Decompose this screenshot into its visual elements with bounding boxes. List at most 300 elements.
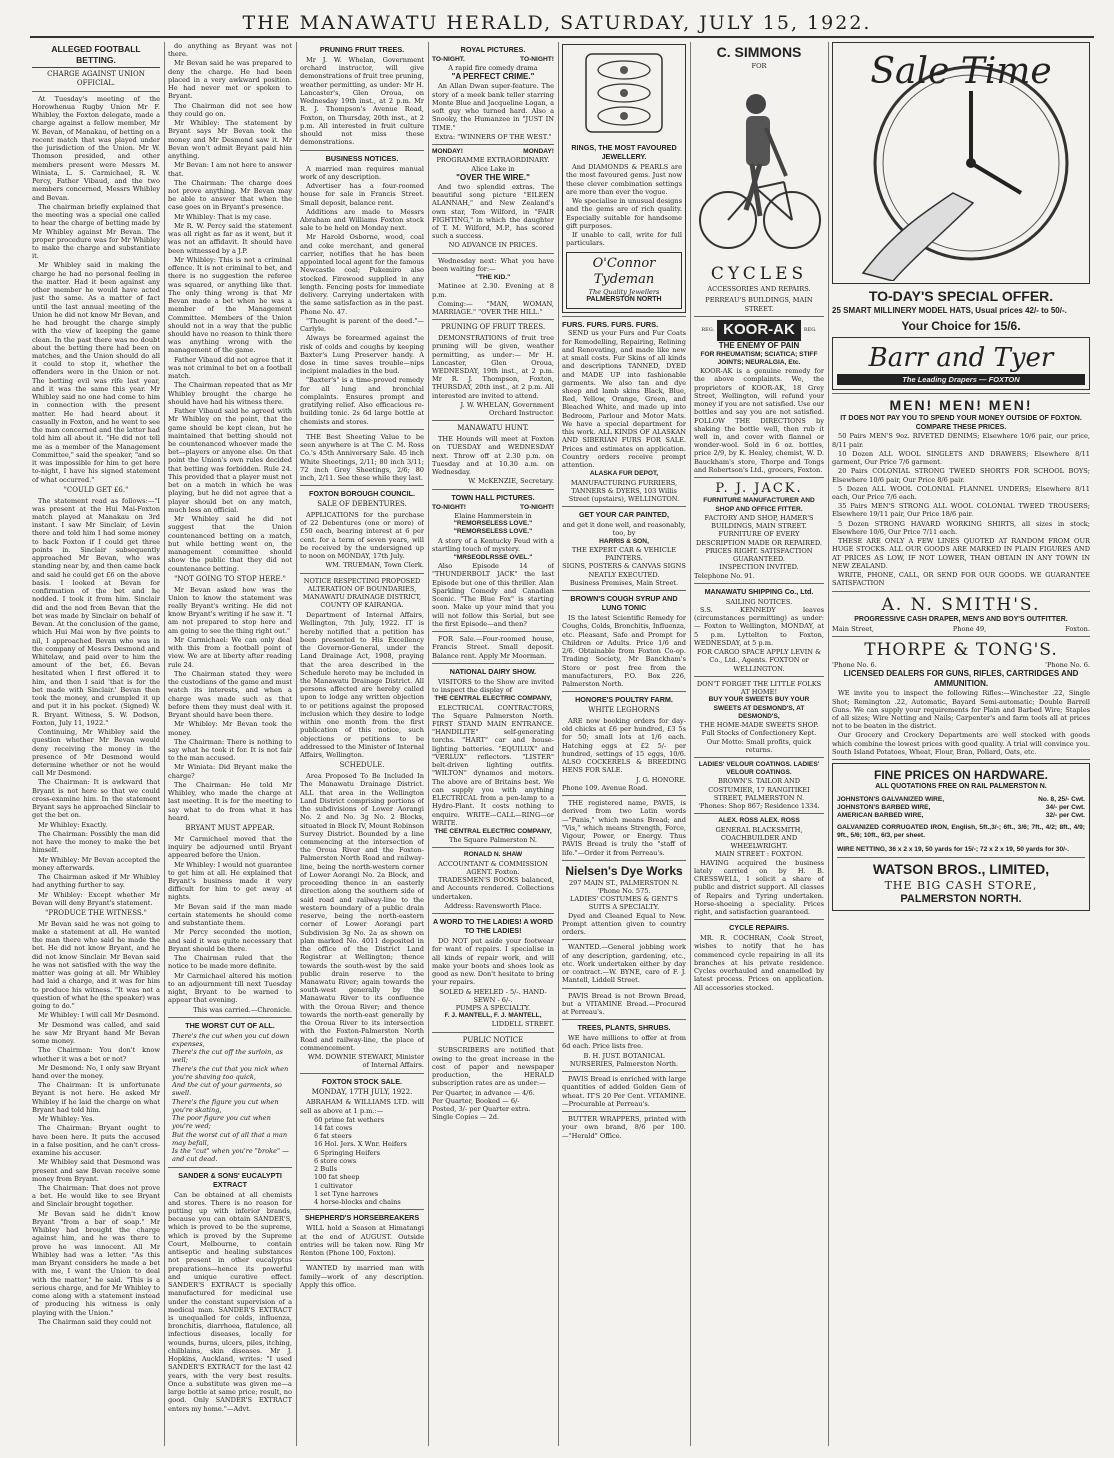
column-rule [690,42,691,1446]
paragraph: Mr Whibley: Mr Bevan accepted the money afterwards. [32,855,160,872]
crosshead: "PRODUCE THE WITNESS." [45,909,147,917]
tonight-row [432,56,554,64]
monday-label: MONDAY! [523,148,554,156]
hardware-advert [832,763,1090,911]
divider [694,583,824,584]
paragraph: "Baxter's" is a time-proved remedy for all lung and bronchial complaints. Ensures prompt and gratifying relief. Also efficacious re-building tonic. 2s 6d large bottle at chemists and stores. [300,376,424,426]
paragraph: Mr Whibley said he did not suggest that the Union countenanced betting on a match, but while betting went on, the management committee should show the public that they did not countenance betting. [168,515,292,573]
paragraph: FOR Sale.—Four-roomed house, Francis Street. Small deposit. Balance rent. Apply Mr Moorman. [432,635,554,660]
company-sub: SIGNS, POSTERS & CANVAS SIGNS NEATLY EXECUTED. [562,562,686,579]
phone: 'Phones: Shop 867; Residence 1334. [698,802,820,811]
list-item: 6 Springing Heifers [314,1148,381,1157]
paragraph: Mr Percy seconded the motion, and said it was quite necessary that Bryant should be there. [168,928,292,953]
smith-sub: PROGRESSIVE CASH DRAPER, MEN'S AND BOY'S OUTFITTER. [854,615,1068,623]
paragraph: Mr Desmond: No, I only saw Bryant hand over the money. [32,1063,160,1080]
paragraph: Mr Whibley: The statement by Bryant says Mr Bevan took the money and Mr Desmond saw it. Mr Bevan won't admit Bryant paid him anything. [168,119,292,161]
column-6 [694,42,824,1446]
divider [432,489,554,490]
paragraph: Mr Whibley said in making the charge he had no personal feeling in the matter. Had it been against any other member he would have acted just the same. As a matter of fact until the last annual meeting of the Union he did not know Mr Bevan, and he had brought the charge simply with the view of keeping the game clean. In the past there was no doubt about the betting there had been on matches, and the Union should do all it could to stop it, whether the offenders were in the Union or not. The betting evil was rife last year, and it was the same this year. Mr Whibley said no one had come to him in connection with the present matter. He had heard about it casually in Foxton, and he went to see the man concerned and the latter had told him all about it. "He did not tell me as a member of the Management Committee," said the speaker, "and so it was impossible for him to get here to-night, I have his signed statement of what occurred." [32,261,160,484]
men-heading: MEN! MEN! MEN! [889,397,1033,414]
advert-line: BUY YOUR SWEETS BUY YOUR SWEETS AT DESMOND'S, AT DESMOND'S, [708,696,810,720]
paragraph: ARE now booking orders for day-old chicks at £6 per hundred, £3 5s for 50; small lots at 1/6 each. Hatching eggs at £2 5/- per hundred, settings of 15 eggs, 10/6. ALSO COCKERELS & BREEDING HENS FOR SALE. [562,716,686,775]
paragraph: DEMONSTRATIONS of fruit tree pruning will be given, weather permitting, as under:— Mr H. Lancaster, Glen Oroua, WEDNESDAY, 19th inst., at 2 p.m. Mr R. J. Thompson, Foxton, THURSDAY, 20th inst., at 2 p.m. All interested are invited to attend. [432,334,554,400]
column-2 [168,42,292,1446]
company-sub: MANUFACTURING FURRIERS, TANNERS & DYERS, 103 Willis Street (upstairs), WELLINGTON. [568,478,680,504]
column-1 [32,42,160,1446]
advert-line: FOR CARGO SPACE APPLY LEVIN & Co., Ltd., Agents. FOXTON or WELLINGTON. [697,648,821,673]
oconnor-logo [566,252,682,309]
advertiser-name: ALEX. ROSS ALEX. ROSS [718,817,800,825]
hardware-item: AMERICAN BARBED WIRE, [837,812,924,820]
thorpe-name: THORPE & TONG'S. [864,639,1058,660]
paragraph: SEND us your Furs and Fur Coats for Remodelling, Repairing, Relining and Renovating, and made like new at small costs. Fur Skins of all kinds and descriptions TANNED, DYED and MADE UP into fashionable garments. We also tan and dye sheep and lamb skins Black, Blue, Red, Yellow, Orange, Green, and Bleached White, and made up into Bedroom, Parlour and Motor Mats. We have a special department for this work. ALL KINDS OF ALASKAN AND SIBERIAN FURS FOR SALE. Prices and estimates on application. Country orders receive prompt attention. [562,329,686,470]
paragraph: Mr Whibley: Except whether Mr Bevan will deny Bryant's statement. [32,890,160,907]
paragraph: Mr R. W. Percy said the statement was all right as far as it went, but it was not an affidavit. It should have been witnessed by a J.P. [168,221,292,255]
paragraph: Mr Winiata: Did Bryant make the charge? [168,763,292,780]
monday-row [432,148,554,156]
paragraph: The Chairman: Bryant ought to have been here. It puts the accused in a false position, and he can't cross-examine his accuser. [32,1124,160,1158]
hardware-iron: GALVANIZED CORRUGATED IRON, English, 5ft.,3/-; 6ft., 3/6; 7ft., 4/2; 8ft., 4/9; 9ft., 5/6; 10ft., 6/3, per sheet. [837,823,1085,839]
divider [300,485,424,486]
divider [832,591,1090,592]
paragraph: Mr Bevan said he was prepared to deny the charge. He had been placed in a very awkward position. He had never met or spoken to Bryant. [168,59,292,101]
tonight-label: TO-NIGHT! [520,56,554,63]
address: MAIN STREET : FOXTON. [714,850,804,859]
paragraph: Area Proposed To Be Included In The Manawatu Drainage District. ALL that area in the Wellington Land District comprising portions of the subdivisions of Lower Aorangi No. 2 and No. 3g No. 2 Blocks, situated in Block IV, Mount Robinson Survey District. Bounded by a line commencing at the intersection of the Oroua River and the Foxton-Palmerston North Road and railway-line, being the north-western corner of Lower Aorangi No. 2a Block, and proceeding thence in an easterly direction along the southern side of said road and railway-line to the western boundary of a public drain reserve, being the north-eastern corner of Lower Aorangi part Subdivision 3g No. 2a as shown on plan marked No. 4011 deposited in the office of the District Land Registrar at Wellington; thence towards the south-west by the said public drain reserve to the Manawatu River; again towards the south-west generally by the Manawatu River to its confluence with the Oroua River; and thence towards the north-east generally by the Oroua River to its intersection with the Foxton-Palmerston North Road and railway-line, the place of commencement. [300,772,424,1052]
phone: 'Phone No. 6. [1045,661,1090,670]
list-item: 10 Dozen ALL WOOL SINGLETS AND DRAWERS; Elsewhere 8/11 garment, Our Price 7/6 garment. [832,449,1090,467]
divider [432,663,554,664]
feature-title: "REMORSELESS LOVE." [453,528,533,536]
sale-time-title: Sale Time [870,51,1052,92]
paragraph: MR. R. COCHRAN, Cook Street, wishes to notify that he has commenced cycle repairing in all its branches at his private residence. Cycles overhauled and enamelled by latest process. Prices on application. All accessories stocked. [694,934,824,992]
special-offer-heading: TO-DAY'S SPECIAL OFFER. [868,288,1054,304]
advert-line: BROWN'S. TAILOR AND COSTUMIER, 17 RANGITIKEI STREET, PALMERSTON N. [708,777,810,802]
feature-title: "A PERFECT CRIME." [451,72,535,82]
paragraph: HAVING acquired the business lately carried on by H. B. CRESSWELL, I solicit a share of public and district support. All classes of Repairs and Tyring undertaken. Horse-shoeing a speciality. Prices right, and satisfaction guaranteed. [694,858,824,916]
phone: Telephone No. 91. [694,571,755,580]
men-sub: IT DOES NOT PAY YOU TO SPEND YOUR MONEY OUTSIDE OF FOXTON. COMPARE THESE PRICES. [840,414,1082,431]
paragraph: Mr Harold Osborne, wood, coal and coke merchant, and general carrier, notifies that he has been appointed local agent for the famous Newcastle coal; Pukemiro also stocked. Firewood supplied in any length. Fencing posts for immediate delivery. Carrying undertaken with the same satisfaction as in the past. Phone No. 47. [300,233,424,316]
paragraph: Mr Bevan said he didn't know Bryant "from a bar of soap." Mr Whibley had brought the charge against him, and he was there to prove he was innocent. All Mr Whibley had was a letter. "As this man Bryant considers he made a bet with me, I want the Union to deal with the matter," he said. "This is a serious charge, and for Mr Whibley to come along with a statement instead of producing his witness is only playing with the Union." [32,1209,160,1317]
paragraph: Mr Whibley: This is not a criminal offence. It is not criminal to bet, and there is no suggestion the referee was squared, or anything like that. The only thing wrong is that Mr Bevan made a bet when he was a member of the Management Committee. Members of the Union should not in a way that the public should have no reason to think there was anything wrong with the management of the game. [168,255,292,355]
paragraph: WILL hold a Season at Himatangi at the end of AUGUST. Outside entries will be taken now. Ring Mr Renton (Phone 100, Foxton). [300,1224,424,1258]
advert-line: PRICES RIGHT. SATISFACTION GUARANTEED. [705,546,813,564]
logo-tagline: The Leading Drapers — FOXTON [837,374,1085,385]
town: Foxton. [1065,624,1090,633]
jeweller-advert [562,44,686,313]
paragraph: Our Grocery and Crockery Departments are well stocked with goods which combine the lowest prices with good quality. A trial will convince you. South Island Potatoes, Wheat, Flour, Bran, Pollard, Oats, etc. [832,731,1090,756]
paragraph: Father Vibaud said he agreed with Mr Whibley on the point, that the game should be kept clean, but he maintained that betting should not be countenanced whoever made the bet—players or anyone else. On that point the Union's own rules decided that betting was forbidden. Rule 24. This provided that a player must not bet on a match in which he was playing, but he did not agree that a player should bet on any match, much less an official. [168,407,292,514]
paragraph: IS the latest Scientific Remedy for Coughs, Colds, Bronchitis, Influenza, etc. Pleasant, Safe and Prompt for Children or Adults. Price 1/6 and 2/6. Obtainable from Foxton Co-op. Trading Society, Mr Banckham's Store or post free from the manufacturers, P.O. Box 226, Palmerston North. [562,614,686,688]
tonight-row [432,504,554,512]
address: The Square Palmerston N. [449,836,537,845]
reg-mark: REG. [803,327,817,334]
paragraph: do anything as Bryant was not there. [168,42,292,59]
paragraph: BUTTER WRAPPERS, printed with your own brand, 8/6 per 100. —"Herald" Office. [562,1115,686,1140]
paragraph: S.S. KENNEDY leaves (circumstances permitting) as under:— Foxton to Wellington, MONDAY, at 5 p.m. Lyttelton to Foxton, WEDNESDAY, at 5 p.m. [694,606,824,647]
simmons-name: C. SIMMONS [716,44,802,60]
paragraph: The Chairman did not see how they could go on. [168,101,292,118]
paragraph: Mr Whibley: I would not guarantee to get him at all. He explained that Bryant's business made it very difficult for him to get away at nights. [168,860,292,902]
divider [300,573,424,574]
paragraph: WANTED.—General jobbing work of any description, gardening, etc., etc. Work undertaken either by day or contract.—W. BYNE, care of F. J. Mantell, Liddell Street. [562,943,686,985]
jack-sub: FURNITURE MANUFACTURER AND SHOP AND OFFICE FITTER. [703,497,815,513]
watson-sub: THE BIG CASH STORE, [884,878,1038,892]
nielsen-name: Nielsen's Dye Works [565,863,683,878]
paragraph: Department of Internal Affairs, Wellington, 7th July, 1922. IT is hereby notified that a petition has been presented to His Excellency the Governor-General, under the Land Drainage Act, 1908, praying that the area described in the Schedule hereto may be included in the Manawatu Drainage District. All persons affected are hereby called upon to lodge any written objection to or petitions against the proposed inclusion which they desire to lodge within one month from the first publication of this notice, such objections or petitions to be addressed to the Minister of Internal Affairs, Wellington. [300,611,424,760]
paragraph: Mr Whibley: That is my case. [174,212,272,221]
advert-sub: LADIES' COSTUMES & GENT'S SUITS A SPECIALTY. [570,895,678,912]
signature: WM. TRUEMAN, Town Clerk. [325,561,424,570]
masthead-rule [30,36,1094,38]
koorak-uses: FOR RHEUMATISM; SCIATICA; STIFF JOINTS; NEURALGIA, Etc. [700,350,818,366]
divider [300,1073,424,1074]
feature-title: "OVER THE WIRE." [456,172,530,182]
divider [300,150,424,151]
paragraph: The Chairman: It is unfortunate Bryant is not here. He asked Mr Whibley if he laid the charge on what Bryant had told him. [32,1081,160,1114]
schedule-heading: SCHEDULE. [339,761,385,770]
paragraph: WANTED by married man with family—work of any description. Apply this office. [300,1264,424,1289]
divider [562,1111,686,1112]
divider [562,316,686,317]
paragraph: This was carried.—Chronicle. [193,1005,292,1014]
sale-time-advert [832,42,1090,284]
notice-heading: NOTICE RESPECTING PROPOSED ALTERATION OF BOUNDARIES, MANAWATU DRAINAGE DISTRICT, COUNTY OF KAIRANGA. [302,576,422,610]
feature-title: "REMORSELESS LOVE." [453,520,533,528]
paragraph: APPLICATIONS for the purchase of 22 Debentures (one or more) of £50 each, bearing interest at 6 per cent. for a term of seven years, will be received by the undersigned up to noon on MONDAY, 17th July. [300,511,424,561]
column-rule [558,42,559,1446]
notice-heading: PUBLIC NOTICE [462,1035,524,1044]
paragraph: Mr Whibley said that Desmond was present and saw Bevan receive some money from Bryant. [32,1158,160,1183]
advert-line: Full Stocks of Confectionery Kept. [701,729,817,738]
hardware-item: JOHNSTON'S GALVANIZED WIRE, [837,795,945,803]
paragraph: And two splendid extras. The beautiful song picture "EILEEN ALANNAH," and New Zealand's own star, Tom Wilford, in "FAIR FIGHTING," in which the daughter of T. M. Wilford, M.P., has scored such a success. [432,182,554,241]
crosshead: BRYANT MUST APPEAR. [185,824,275,833]
paragraph: Mr Desmond was called, and said he saw Mr Bryant hand Mr Bevan some money. [32,1020,160,1046]
paragraph: WE invite you to inspect the following Rifles:—Winchester .22, Single Shot; Remington .22, Automatic, Bayard Semi-automatic; Double Barrell Guns. We can supply your requirements for Plain and Barbed Wire; Staples of all sizes; Wire Netting and Nails; Carpenter's and farm tools all at prices not to be beaten in the district. [832,689,1090,731]
advert-heading: HONORE'S POULTRY FARM. [575,695,673,705]
advert-line: THE HOME-MADE SWEETS SHOP. [699,721,819,730]
paragraph: THE Hounds will meet at Foxton on TUESDAY and WEDNESDAY next. Throw off at 2.30 p.m. on Tuesday and at 10.30 a.m. on Wednesday. [432,435,554,477]
paragraph: ELECTRICAL CONTRACTORS, The Square Palmerston North. FIRST STAND MAIN ENTRANCE. "HANDILITE" self-generating torchs. "HART" car and house-lighting batteries. "EQUILUX" and "VERLUX" reflectors. "LISTER" belt-driven lighting outfits. "WILTON" dynamos and motors. The above are of Britains best. We can supply you with anything ELECTRICAL from a pen-lamp to a Hydro-Plant. It costs nothing to enquire. WRITE—CALL—RING—or WRITE. [432,703,554,827]
divider [832,393,1090,394]
paragraph: The Chairman repeated that as Mr Whibley brought the charge he should have had his witness there. [168,381,292,406]
column-rule [828,42,829,1446]
smith-address [832,625,1090,633]
paragraph: Mr Carmichael moved that the inquiry be adjourned until Bryant appeared before the Union. [168,834,292,860]
paragraph: Dyed and Cleaned Equal to New. Prompt attention given to country orders. [562,911,686,937]
notice-heading: A WORD TO THE LADIES! A WORD TO THE LADIES! [432,917,554,936]
special-offer-desc: 25 SMART MILLINERY MODEL HATS, Usual prices 42/- to 50/-. [832,305,1067,315]
divider [32,91,160,92]
list-item: 5 Dozen STRONG HAVARD WORKING SHIRTS, all sizes in stock; Elsewhere 10/6, Our Price 7/11 each. [832,519,1090,536]
for-label: FOR [751,61,767,70]
paragraph: THE Best Sheeting Value to be seen anywhere is at The C. M. Ross Co.'s 45th Anniversary Sale. 45 inch White Sheetings, 2/11; 80 inch 3/11; 72 inch Grey Sheetings, 2/6; 80 inch, 2/11. See these while they last. [300,432,424,483]
paragraph: The Chairman: You don't know whether it was a bet or not? [32,1046,160,1063]
hardware-heading: FINE PRICES ON HARDWARE. [873,768,1048,783]
divider [432,913,554,914]
divider [832,636,1090,637]
hardware-row [837,796,1085,804]
paragraph: The Chairman asked if Mr Whibley had anything further to say. [32,873,160,890]
paragraph: Mr Whibley: Mr Bevan took the money. [168,720,292,737]
notice-heading: TOWN HALL PICTURES. [451,492,535,502]
notice-heading: NATIONAL DAIRY SHOW. [449,666,537,676]
poem-title: THE WORST CUT OF ALL. [185,1020,275,1030]
hardware-sub: ALL QUOTATIONS FREE ON RAIL PALMERSTON N. [875,783,1047,791]
koorak-banner [694,320,824,341]
divider [694,316,824,317]
notice-heading: PRUNING OF FRUIT TREES. [440,323,546,332]
rates-list [432,1089,554,1122]
programme-label: PROGRAMME EXTRAORDINARY. [436,156,550,165]
signature: J. W. WHELAN, Government Orchard Instructor. [460,400,554,418]
divider [432,847,554,848]
column-rule [164,42,165,1446]
company-name: THE CENTRAL ELECTRIC COMPANY, [434,828,552,836]
paragraph: DO NOT put aside your footwear for want of repairs. I specialise in all kinds of repair work, and will make your boots and shoes look as good as new. Don't hesitate to bring your repairs. [432,937,554,987]
advertiser-role: ACCOUNTANT & COMMISSION AGENT. Foxton. [438,859,548,876]
logo-name: Barr and Tyer [868,342,1054,373]
advert-line: LADIES' VELOUR COATINGS. LADIES' VELOUR COATINGS. [698,761,820,777]
hardware-netting: WIRE NETTING, 36 x 2 x 19, 50 yards for 15/-; 72 x 2 x 19, 50 yards for 30/-. [837,846,1069,854]
divider [168,1017,292,1018]
notice-subheading: SALE OF DEBENTURES. [317,500,407,509]
paragraph: SUBSCRIBERS are notified that owing to the great increase in the cost of paper and newspaper production, the HERALD subscription rates are as under:— [432,1046,554,1088]
paragraph: ABRAHAM & WILLIAMS LTD. will sell as above at 1 p.m.:— [300,1098,424,1115]
list-item: 6 fat steers [314,1132,352,1141]
list-item: Single Copies — 2d. [432,1113,500,1122]
list-item: 20 Pairs COLONIAL STRONG TWEED SHORTS FOR SCHOOL BOYS; Elsewhere 10/6 pair, Our Price 8/6 pair. [832,467,1090,484]
paragraph: Mr Carmichael: We can only deal with this from a football point of view. We are at liberty after reading rule 24. [168,635,292,669]
divider [694,477,824,478]
notice-subheading: MONDAY, 17TH JULY, 1922. [311,1087,413,1096]
column-5 [562,42,686,1446]
list-item: Per Quarter, in advance — 4/6. [432,1088,535,1097]
paragraph: The Chairman: Possibly the man did not have the money to make the bet himself. [32,829,160,855]
divider [694,757,824,758]
star-line: Elaine Hammerstein in [454,511,532,520]
feature-title: "MRSEODLRSSE OVEL." [453,553,533,561]
paragraph: WE have millions to offer at from 6d each. Price lists free. [562,1034,686,1051]
advert-heading: RINGS, THE MOST FAVOURED JEWELLERY. [571,143,677,162]
ring-illustration [566,48,682,138]
advert-heading: SANDER & SONS' EUCALYPTI EXTRACT [178,1170,282,1189]
list-item: 5 Dozen ALL WOOL COLONIAL FLANNEL UNDERS; Elsewhere 8/11 each, Our Price 7/6 each. [832,484,1090,502]
article-subheading: CHARGE AGAINST UNION OFFICIAL. [47,70,145,87]
divider [562,590,686,591]
paragraph: A married man requires manual work of any description. [300,164,424,181]
divider [562,988,686,989]
paragraph: The Chairman: He told Mr Whibley, who made the charge at last meeting. It is for the meeting to say what to do from what it has heard. [168,780,292,822]
cycles-sub: ACCESSORIES AND REPAIRS. [707,285,811,294]
list-item: 100 fat sheep [314,1173,360,1182]
paragraph: The Chairman: It is awkward that Bryant is not here so that we could cross-examine him. In the statement Bryant says he approached Sinclair to get the bet on. [32,778,160,820]
column-rule [428,42,429,1446]
divider [832,759,1090,760]
paragraph: We specialise in unusual designs and the gems are of rich quality. Especially suitable for handsome gift purposes. [566,197,682,230]
advert-line: INSPECTION INVITED. [719,563,799,572]
paragraph: KOOR-AK is a genuine remedy for the above complaints. We, the proprietors of KOOR-AK, 18 Grey Street, Wellington, will refund your money if you are not satisfied. Use our bottles and say you are not satisfied. FOLLOW THE DIRECTIONS by shaking the bottle well, then rub it well in, and cover with flannel or wonder-wool. Sold in 6 oz. bottles, price 2/9, by K. Healey, chemist, W. D. Bauckham's store, Thorpe and Tongs and Robertson's Ltd., grocers, Foxton. [694,367,824,474]
divider [432,420,554,421]
signature: WM. DOWNIE STEWART, Minister of Internal Affairs. [307,1053,424,1070]
address: Address: Ravensworth Place. [444,901,542,910]
paragraph: PAVIS Bread is enriched with large quantities of added Golden Gem of wheat. IT'S 20 Per Cent. VITAMINE.—Procurable at Perreau's. [562,1075,686,1108]
paragraph: Father Vibaud did not agree that it was not criminal to bet on a football match. [168,355,292,381]
advertiser-name: F. J. MANTELL, F. J. MANTELL, [444,1012,542,1020]
list-item: 2 Bulls [314,1165,337,1174]
address: 297 MAIN ST., PALMERSTON N. 'Phone No. 575. [568,878,680,895]
shipping-heading: MANAWATU SHIPPING Co., Ltd. [704,586,814,596]
list-item: 35 Pairs MEN'S STRONG ALL WOOL COLONIAL TWEED TROUSERS; Elsewhere 19/11 pair, Our Price 18/6 pair. [832,502,1090,519]
company-name: ALASKA FUR DEPOT, [589,470,659,478]
divider [694,676,824,677]
column-7 [832,42,1090,1446]
divider [432,253,554,254]
paragraph: Mr Whibley: Yes. [38,1115,95,1124]
address: Business Premises, Main Street. [569,578,679,587]
notice-heading: FOXTON BOROUGH COUNCIL. [308,489,416,499]
divider [562,506,686,507]
paragraph: The Chairman ruled that the notice to be made more definite. [168,954,292,971]
phone: Phone 109. Avenue Road. [562,783,648,792]
list-item: 1 set Tyne harrows [314,1189,379,1198]
street: Main Street, [832,624,875,633]
notice-heading: BUSINESS NOTICES. [325,153,399,163]
paragraph: A story of a Kentucky Feud with a startling touch of mystery. [432,536,554,553]
paragraph: THE registered name, PAVIS, is derived from two Latin words—"Panis," which means Bread; and "Vis," which means Strength, Force, Vigour, Power, or Energy. Thus PAVIS Bread is truly the "staff of life."—Order it from Perreau's. [562,799,686,857]
reg-mark: REG. [701,327,715,334]
list-item: Posted, 3/- per Quarter extra. [432,1105,531,1114]
paragraph: Can be obtained at all chemists and stores. There is no reason for putting up with inferior brands, because you can obtain SANDER'S, which is proved to be the supreme, which is proved by the Supreme Court, Melbourne, to contain antiseptic and healing substances not present in other eucalyptus preparations—hence its powerful and unique curative effect. SANDER'S EXTRACT is specially manufactured for medicinal use under the constant supervision of a medical man. SANDER'S EXTRACT is unequalled for colds, influenza, bronchitis, diarrhoea, flatulence, all infectious diseases, locally for wounds, burns, ulcers, piles, itching, chilblains, skin diseases. Mr J. Hopkins, Auckland, writes: "I used SANDER'S EXTRACT for the last 42 years, with the very best results. Once a substitute was given me—a large bottle at same price; result, no good. Only SANDER'S EXTRACT enters my home."—Advt. [168,1190,292,1413]
cyclist-illustration [694,70,824,260]
paragraph: Additions are made to Messrs Abraham and Williams Foxton stock sale to be held on Monday next. [300,207,424,233]
tonight-label: TO-NIGHT! [432,503,466,511]
paragraph: An Allan Dwan super-feature. The story of a meek bank teller starring Monte Blue and Jacqueline Logan, a soft guy who turned hard. Also a Snooky, the Humanzee in "JUST IN TIME." [432,82,554,132]
advert-heading: TREES, PLANTS, SHRUBS. [577,1023,671,1033]
company-name: HARRIS & SON, [599,537,649,545]
paragraph: PAVIS Bread is not Brown Bread, but a VITAMINE Bread.—Procured at Perreau's. [562,991,686,1017]
hardware-price: No. 8, 25/- Cwt. [1038,795,1085,803]
paragraph: WRITE, PHONE, CALL, OR SEND FOR OUR GOODS. WE GUARANTEE SATISFACTION [832,571,1090,588]
advert-line: GENERAL BLACKSMITH, COACHBUILDER AND WHEELWRIGHT. [715,825,803,851]
signature: W. McKENZIE, Secretary. [468,477,554,486]
notice-heading: ROYAL PICTURES. [460,45,526,54]
koorak-slogan: THE ENEMY OF PAIN [718,340,800,350]
paragraph: VISITORS to the Show are invited to inspect the display of [432,677,554,695]
address: PERREAU'S BUILDINGS, MAIN STREET. [705,296,813,313]
divider [694,813,824,814]
specialty: PUMPS A SPECIALTY. [455,1004,531,1012]
hardware-item: JOHNSTON'S BARBED WIRE, [837,804,931,812]
list-item: 1 cultivator [314,1181,353,1190]
phone: 'Phone No. 6. [832,661,877,670]
paragraph: Mr Carmichael altered his motion to an adjournment till next Tuesday night, Bryant to be warned to appear that evening. [168,971,292,1005]
men-list [832,432,1090,536]
list-item: 14 fat cows [314,1124,353,1132]
notice-heading: PRUNING FRUIT TREES. [319,45,405,54]
koorak-logo: KOOR-AK [717,320,801,341]
company-sub: THE EXPERT CAR & VEHICLE PAINTERS. [571,545,677,563]
divider [562,860,686,861]
advert-line: Our Motto: Small profits, quick returns. [706,737,812,754]
extra-line: Extra: "WINNERS OF THE WEST." [434,132,552,141]
paragraph: At Tuesday's meeting of the Horowhenua Rugby Union Mr F. Whibley, the Foxton delegate, made a charge against a fellow member, Mr W. Bevan, of Manakau, of betting on a recent match that was played under the jurisdiction of the Union. Mr W. Thomson presided, and other members present were Messrs M. Winiata, L. S. Carmichael, R. W. Percy, Father Vibaud, and the two members concerned, Messrs Whibley and Bevan. [32,94,160,202]
logo-name: O'Connor Tydeman [592,255,656,287]
price-note: NO ADVANCE IN PRICES. [448,241,538,250]
paragraph: The Chairman: That does not prove a bet. He would like to see Bryant and Sinclair brought together. [32,1184,160,1209]
advert-heading: CYCLE REPAIRS. [729,923,789,933]
advert-sub: WHITE LEGHORNS [588,706,660,715]
hardware-price: 34/- per Cwt. [1045,804,1085,812]
paragraph: Mr Bevan said if the man made certain statements he should come and substantiate them. [168,902,292,928]
paragraph: And DIAMONDS & PEARLS are the most favoured gems. Just now these clever combination settings are more than ever the vogue. [566,163,682,196]
paragraph: THESE ARE ONLY A FEW LINES QUOTED AT RANDOM FROM OUR HUGE STOCKS. ALL OUR GOODS ARE MARKED IN PLAIN FIGURES AND AT PRICES AS LOW, IF NOT LOWER, THAN OBTAIN IN ANY TOWN IN NEW ZEALAND. [832,537,1090,570]
paragraph: Mr J. W. Whelan, Government orchard instructor, will give demonstrations of fruit tree pruning, weather permitting, as under: Mr H. Lancaster's, Glen Oroua, on Wednesday 19th inst., at 2 p.m. Mr R. J. Thompson's Avenue Road, Foxton, on Thursday, 20th inst., at 2 p.m. All interested in fruit culture should not miss these demonstrations. [300,56,424,147]
list-item: 16 Hol. Jers. X Wnr. Heifers [314,1140,407,1149]
paragraph: The Chairman: There is nothing to say what he took it for. It is not fair to the man accused. [168,737,292,763]
price-list: SOLED & HEELED - 5/-. HAND-SEWN - 6/-. [439,987,547,1004]
list-item: 6 store cows [314,1156,357,1165]
divider [168,1167,292,1168]
paragraph: TRADESMEN'S BOOKS balanced, and Accounts rendered. Collections undertaken. [432,876,554,901]
paragraph: Mr Whibley: I will call Mr Desmond. [38,1011,160,1020]
divider [432,1032,554,1033]
divider [432,144,554,145]
paragraph: Mr Bevan said he was not going to make a statement at all. He wanted the man there who said he made the bet. He did not know Bryant, and he did not know Sinclair. Mr Bevan said he was not satisfied with the way the matter was going at all. Mr Whibley had laid a charge, and it was for him to produce his witness. "It was not a question of what he (the speaker) was going to do." [32,919,160,1011]
crosshead: "NOT GOING TO STOP HERE." [174,574,286,583]
hardware-row [837,812,1085,820]
advert-line: FURNITURE OF EVERY DESCRIPTION MADE OR REPAIRED. [695,530,823,547]
thorpe-phones [832,661,1090,669]
watson-town: PALMERSTON NORTH. [900,892,1022,905]
paragraph: Wednesday next: What you have been waiting for:— [432,256,554,273]
divider [562,1071,686,1072]
paragraph: The Chairman stated they were the custodians of the game and must watch its interests, and when a charge was made such as that before them they must deal with it. Bryant should have been there. [168,669,292,720]
signature: J. G. HONORE. [636,775,686,784]
shipping-sub: SAILING NOTICES. [725,597,793,606]
divider [300,429,424,430]
column-3 [300,42,424,1446]
masthead [0,0,1114,38]
phone: Phone 49, [952,624,987,633]
paragraph: The Chairman said they could not [38,1317,152,1326]
list-item: Per Quarter, Booked — 6/- [432,1096,520,1105]
paragraph: Mr Bevan asked how was the Union to know the statement was really Bryant's writing. He did not know Bryant's writing if he saw it. "I am not prepared to stop here and am going to see the thing right out." [168,585,292,635]
paragraph: Mr Whibley: Exactly. [38,820,108,829]
divider [562,691,686,692]
advert-heading: BROWN'S COUGH SYRUP AND LUNG TONIC [570,594,678,613]
advert-heading: GET YOUR CAR PAINTED, [579,510,669,520]
article-heading: ALLEGED FOOTBALL BETTING. [32,44,160,68]
advert-line: DON'T FORGET THE LITTLE FOLKS AT HOME! [696,679,822,697]
list-item: 50 Pairs MEN'S 9oz. RIVETED DENIMS; Elsewhere 10/6 pair, our price, 8/11 pair. [832,432,1090,449]
divider [432,631,554,632]
divider [837,857,1085,858]
advert-line: and get it done well, and reasonably, too, by [562,521,686,538]
paragraph: Also Episode 14 of "THUNDERBOLT JACK" the last Episode but one of this thriller. Alan Sparkling Comedy and Canadian Scenic. "The Blue Fox" is starting soon. Make up your mind that you will not follow this Serial, but see the first Episode—and then? [432,562,554,628]
paragraph: The statement read as follows:—"I was present at the Hui Mai-Foxton match played at Manakau on 3rd instant. I saw Mr Sinclair, of Levin there and told him I had some money to back Foxton if I could get three points in. Sinclair subsequently approached Mr Bevan, who was standing near by, and then came back and said he could get £6 on the above basis. I looked at Bevan for confirmation of the bet and he nodded. I took it from him. Sinclair did and the nod from Bevan that the bet was made by Sinclair on behalf of Bevan. At the conclusion of the game, which Hui Mai won by five points to nil, I approached Bevan who was in the company of Messrs Desmond and Whitelaw, and paid over to him the amount of the bet, £6. Bevan hesitated when I first offered it to him, and then I said 'that is for the bet made with Sinclair.' Bevan then took the money, and crumpled it up and put it in his pocket. (Signed) W. R. Bryant. Witness, S. W. Dodson, Foxton, July 11, 1922." [32,496,160,727]
barr-tyer-logo [832,337,1090,391]
paragraph: Always be forearmed against the risk of colds and coughs by keeping Baxter's Lung Preserver handy. A dose in time saves trouble—nips incipient maladies in the bud. [300,334,424,376]
paragraph: Matinee at 2.30. Evening at 8 p.m. [432,282,554,299]
smith-name: A. N. SMITH'S. [881,594,1041,615]
advert-line: FACTORY AND SHOP, HAMER'S BUILDINGS, MAIN STREET. [704,513,814,531]
feature-title: "THE KID." [475,274,511,282]
divider [562,939,686,940]
paragraph: "Thought is parent of the deed."—Carlyle. [300,316,424,334]
